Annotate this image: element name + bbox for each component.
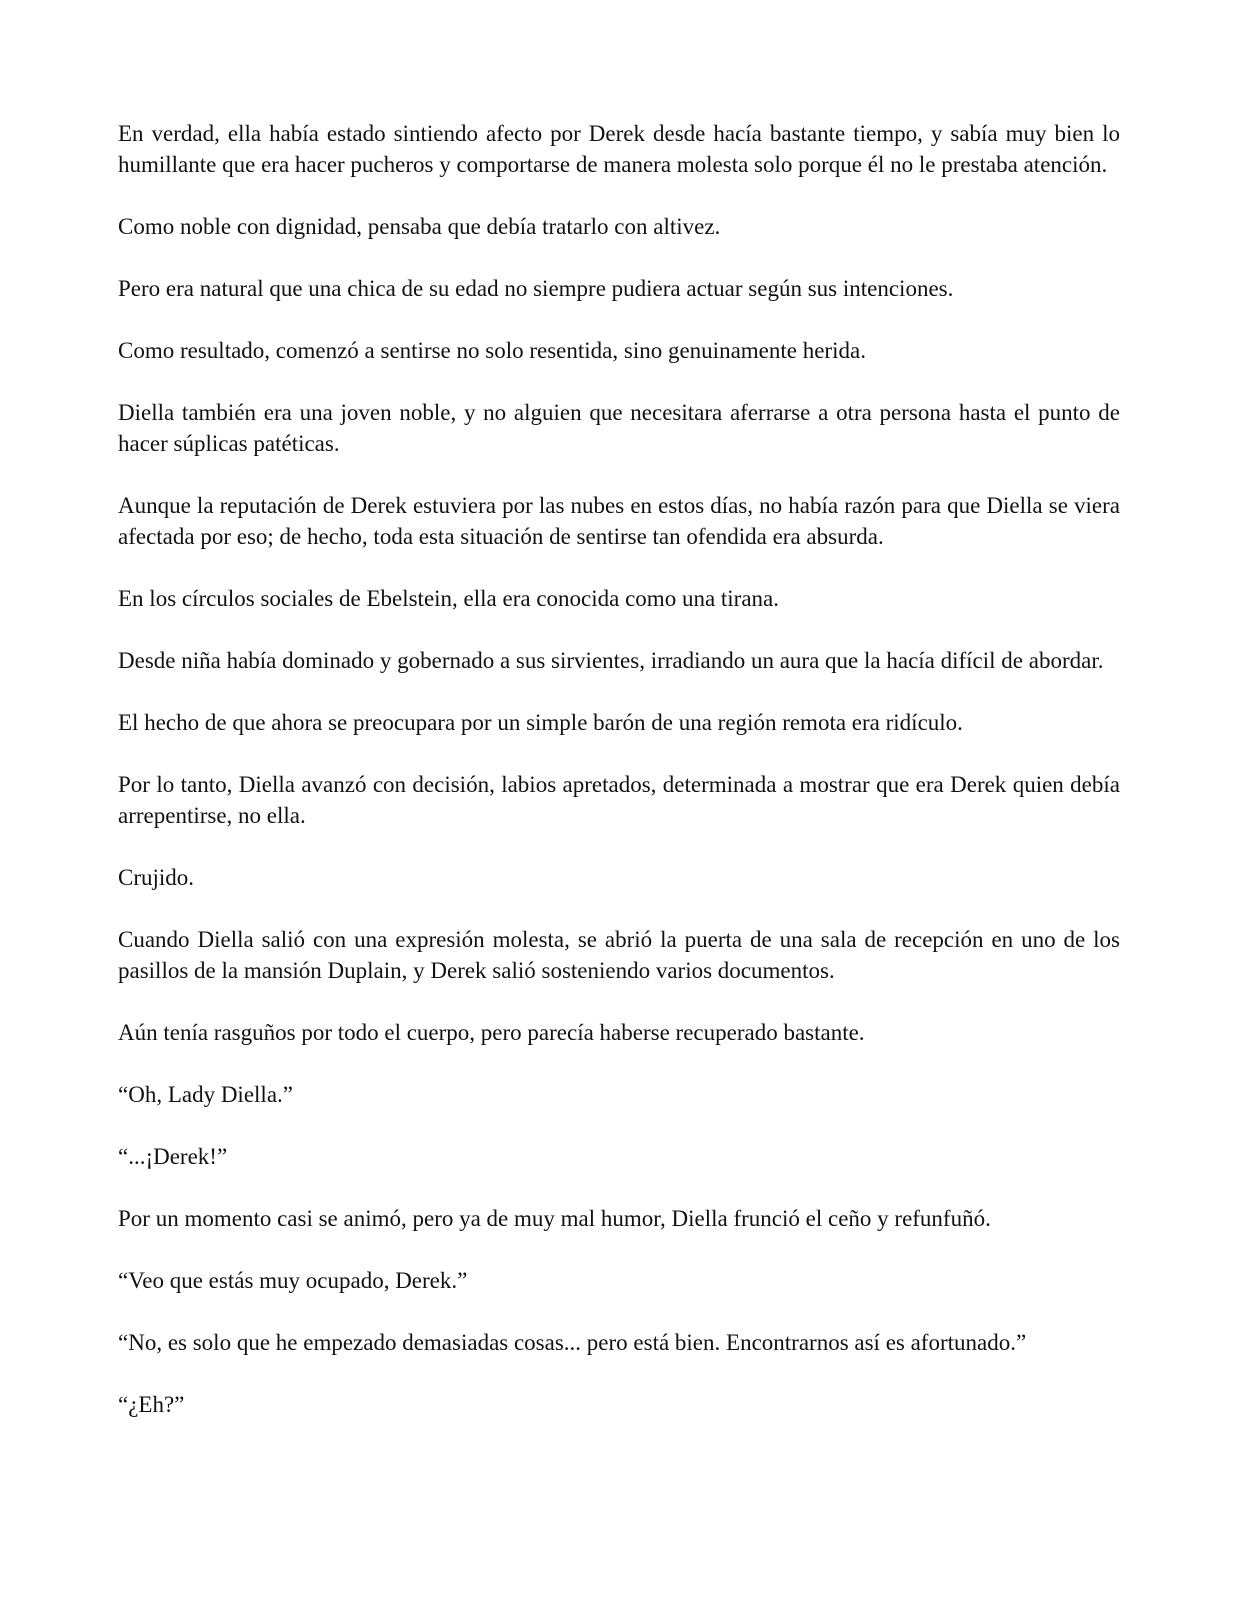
paragraph: En verdad, ella había estado sintiendo afecto por Derek desde hacía bastante tiempo, y sabía muy bien lo humillante que era hacer pucheros y comportarse de manera molesta solo porque él no le prestaba atención. [118,121,1120,177]
dialogue-line: “No, es solo que he empezado demasiadas cosas... pero está bien. Encontrarnos así es afortunado.” [118,1330,1027,1355]
paragraph: Cuando Diella salió con una expresión molesta, se abrió la puerta de una sala de recepción en uno de los pasillos de la mansión Duplain, y Derek salió sosteniendo varios documentos. [118,927,1120,983]
paragraph: Desde niña había dominado y gobernado a sus sirvientes, irradiando un aura que la hacía difícil de abordar. [118,648,1104,673]
paragraph: El hecho de que ahora se preocupara por un simple barón de una región remota era ridículo. [118,710,963,735]
document-page [118,118,1120,1420]
paragraph: Pero era natural que una chica de su edad no siempre pudiera actuar según sus intenciones. [118,276,954,301]
paragraph: Crujido. [118,865,195,890]
paragraph: Aunque la reputación de Derek estuviera por las nubes en estos días, no había razón para que Diella se viera afectada por eso; de hecho, toda esta situación de sentirse tan ofendida era absurda. [118,493,1120,549]
dialogue-line: “Veo que estás muy ocupado, Derek.” [118,1268,468,1293]
paragraph: Como noble con dignidad, pensaba que debía tratarlo con altivez. [118,214,721,239]
dialogue-line: “¿Eh?” [118,1392,185,1417]
paragraph: Aún tenía rasguños por todo el cuerpo, pero parecía haberse recuperado bastante. [118,1020,865,1045]
paragraph: En los círculos sociales de Ebelstein, ella era conocida como una tirana. [118,586,780,611]
paragraph: Como resultado, comenzó a sentirse no solo resentida, sino genuinamente herida. [118,338,866,363]
paragraph: Por lo tanto, Diella avanzó con decisión, labios apretados, determinada a mostrar que era Derek quien debía arrepentirse, no ella. [118,772,1120,828]
dialogue-line: “...¡Derek!” [118,1144,228,1169]
paragraph: Por un momento casi se animó, pero ya de muy mal humor, Diella frunció el ceño y refunfuñó. [118,1206,991,1231]
paragraph: Diella también era una joven noble, y no alguien que necesitara aferrarse a otra persona hasta el punto de hacer súplicas patéticas. [118,400,1120,456]
dialogue-line: “Oh, Lady Diella.” [118,1082,293,1107]
